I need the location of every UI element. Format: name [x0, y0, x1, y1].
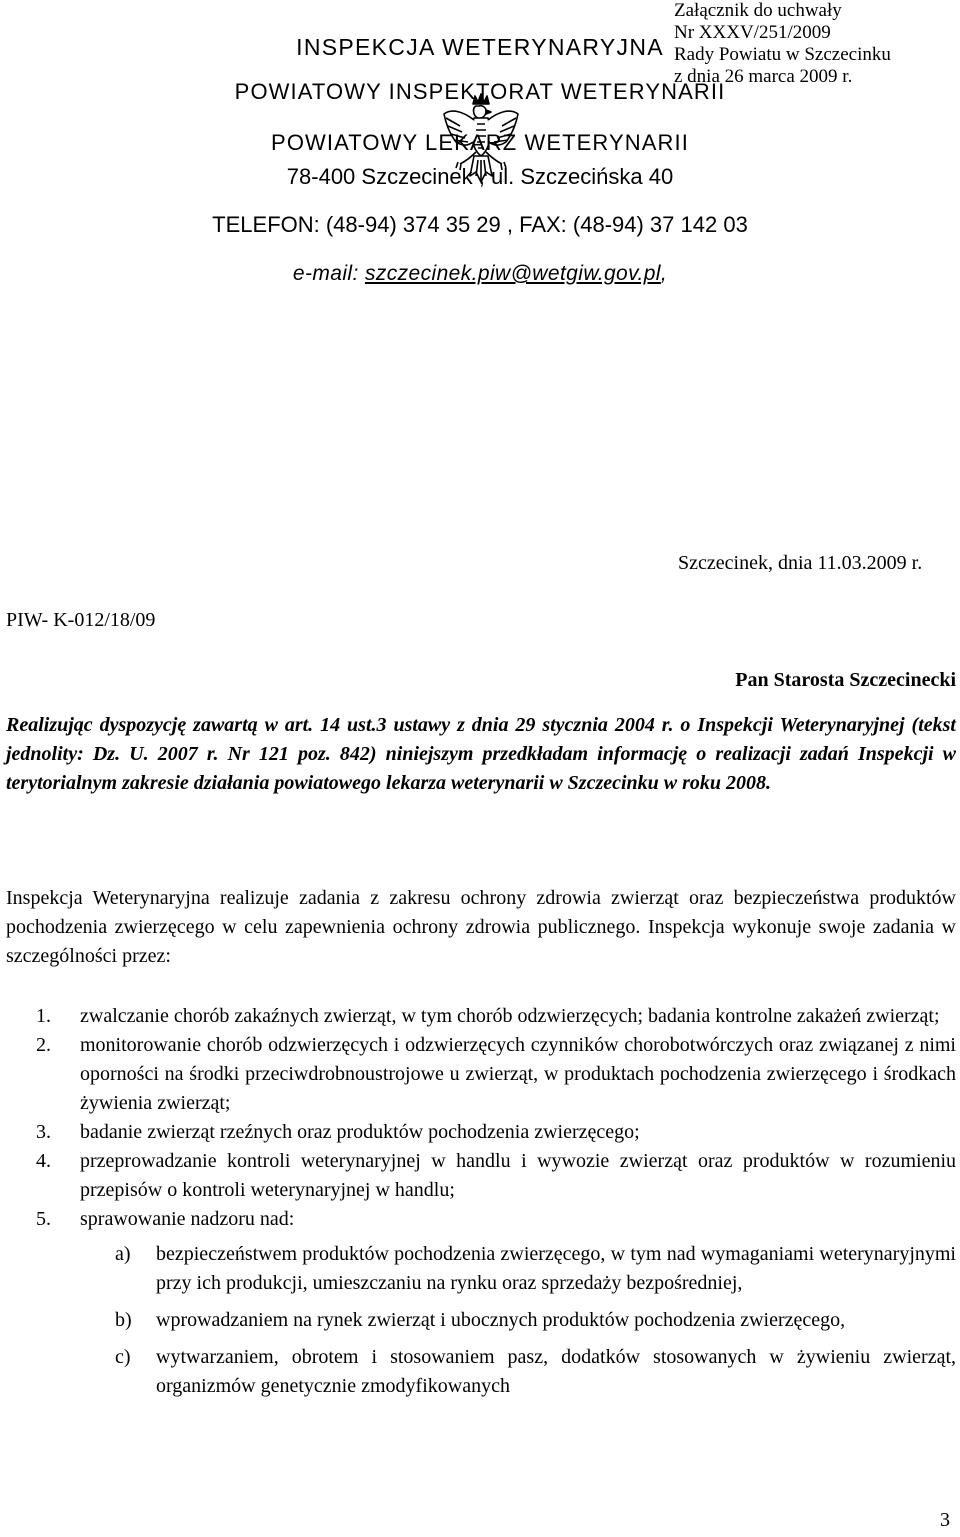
annex-line: Rady Powiatu w Szczecinku	[674, 44, 891, 65]
email-suffix: ,	[660, 262, 668, 285]
list-number: 5.	[36, 1208, 51, 1230]
list-item-text: zwalczanie chorób zakaźnych zwierząt, w tym chorób odzwierzęcych; badania kontrolne zakażeń zwierząt;	[80, 1005, 940, 1027]
reference-number: PIW- K-012/18/09	[6, 609, 156, 631]
sublist-item-text: wytwarzaniem, obrotem i stosowaniem pasz, dodatków stosowanych w żywieniu zwierząt, organizmów genetycznie zmodyfikowanych	[156, 1346, 956, 1397]
office-address: 78-400 Szczecinek , ul. Szczecińska 40	[286, 164, 674, 189]
page-number: 3	[940, 1509, 950, 1531]
list-item	[6, 1118, 956, 1147]
annex-line: Nr XXXV/251/2009	[674, 22, 831, 43]
sublist-item	[80, 1306, 956, 1335]
list-item-text: monitorowanie chorób odzwierzęcych i odzwierzęcych czynników chorobotwórczych oraz związanej z nimi oporności na środki przeciwdrobnoustrojowe u zwierząt, w produktach pochodzenia zwierzęcego i środkach żywienia zwierząt;	[80, 1034, 956, 1114]
list-number: 4.	[36, 1150, 51, 1172]
intro-paragraph: Realizując dyspozycję zawartą w art. 14 ust.3 ustawy z dnia 29 stycznia 2004 r. o Inspekcji Weterynaryjnej (tekst jednolity: Dz. U. 2007 r. Nr 121 poz. 842) niniejszym przedkładam informację o realizacji zadań Inspekcji w terytorialnym zakresie działania powiatowego lekarza weterynarii w Szczecinku w roku 2008.	[6, 714, 956, 794]
email-prefix: e-mail:	[292, 262, 365, 285]
annex-line: Załącznik do uchwały	[674, 0, 842, 21]
inspection-heading: INSPEKCJA WETERYNARYJNA	[296, 34, 664, 60]
sublist-letter: c)	[115, 1346, 131, 1368]
list-item	[6, 1002, 956, 1031]
list-number: 1.	[36, 1005, 51, 1027]
list-item	[6, 1205, 956, 1401]
list-item-text: sprawowanie nadzoru nad:	[80, 1208, 295, 1230]
body-paragraph: Inspekcja Weterynaryjna realizuje zadania z zakresu ochrony zdrowia zwierząt oraz bezpieczeństwa produktów pochodzenia zwierzęcego w celu zapewnienia ochrony zdrowia publicznego. Inspekcja wykonuje swoje zadania w szczególności przez:	[6, 887, 956, 967]
sublist-letter: a)	[115, 1243, 131, 1265]
list-number: 2.	[36, 1034, 51, 1056]
list-number: 3.	[36, 1121, 51, 1143]
tasks-list	[6, 1002, 956, 1409]
annex-line: z dnia 26 marca 2009 r.	[674, 66, 853, 87]
addressee: Pan Starosta Szczecinecki	[735, 669, 956, 691]
officer-heading: POWIATOWY LEKARZ WETERYNARII	[271, 130, 689, 155]
list-item	[6, 1031, 956, 1118]
list-item	[6, 1147, 956, 1205]
list-item-text: przeprowadzanie kontroli weterynaryjnej w handlu i wywozie zwierząt oraz produktów w rozumieniu przepisów o kontroli weterynaryjnej w handlu;	[80, 1150, 956, 1201]
phone-fax: TELEFON: (48-94) 374 35 29 , FAX: (48-94) 37 142 03	[212, 212, 748, 237]
sublist-item	[80, 1240, 956, 1298]
list-item-text: badanie zwierząt rzeźnych oraz produktów pochodzenia zwierzęcego;	[80, 1121, 640, 1143]
email-link[interactable]: szczecinek.piw@wetgiw.gov.pl	[364, 262, 661, 285]
place-date: Szczecinek, dnia 11.03.2009 r.	[678, 552, 923, 574]
sublist-letter: b)	[115, 1309, 132, 1331]
sublist-item	[80, 1343, 956, 1401]
subtasks-list	[80, 1240, 956, 1401]
sublist-item-text: bezpieczeństwem produktów pochodzenia zwierzęcego, w tym nad wymaganiami weterynaryjnymi przy ich produkcji, umieszczaniu na rynku oraz sprzedaży bezpośredniej,	[156, 1243, 956, 1294]
sublist-item-text: wprowadzaniem na rynek zwierząt i ubocznych produktów pochodzenia zwierzęcego,	[156, 1309, 846, 1331]
email-line	[0, 262, 960, 286]
inspectorate-heading: POWIATOWY INSPEKTORAT WETERYNARII	[234, 79, 726, 104]
